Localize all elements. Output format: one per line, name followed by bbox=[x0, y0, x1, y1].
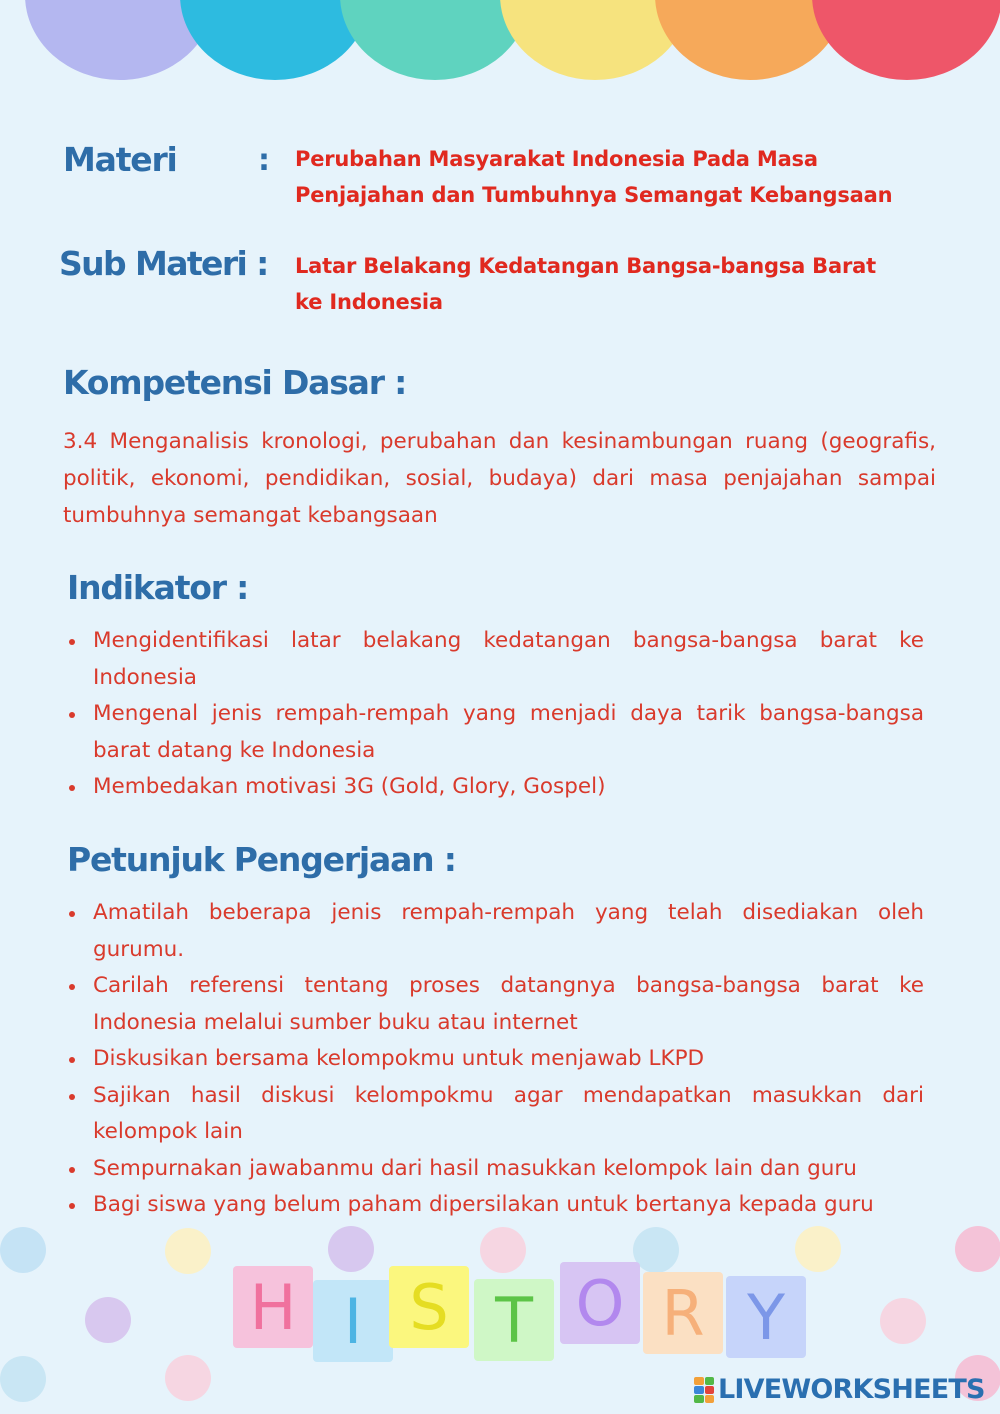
decor-dot bbox=[328, 1226, 374, 1272]
materi-colon: : bbox=[258, 143, 270, 178]
history-letter-tile: T bbox=[474, 1279, 554, 1361]
materi-title bbox=[295, 141, 892, 213]
decor-circle-red bbox=[812, 0, 1000, 80]
decor-dot bbox=[165, 1355, 211, 1401]
list-item: Amatilah beberapa jenis rempah-rempah yang telah disediakan oleh gurumu. bbox=[65, 895, 924, 968]
liveworksheets-logo[interactable] bbox=[694, 1374, 985, 1405]
history-letter-tile: I bbox=[313, 1280, 393, 1362]
sub-materi-title bbox=[295, 248, 876, 320]
list-item: Mengenal jenis rempah-rempah yang menjadi daya tarik bangsa-bangsa barat datang ke Indonesia bbox=[65, 696, 924, 769]
decor-dot bbox=[165, 1228, 211, 1274]
list-item: Bagi siswa yang belum paham dipersilakan untuk bertanya kepada guru bbox=[65, 1187, 924, 1224]
history-letter-tile: R bbox=[643, 1272, 723, 1354]
list-item: Sempurnakan jawabanmu dari hasil masukkan kelompok lain dan guru bbox=[65, 1151, 924, 1188]
decor-dot bbox=[0, 1227, 46, 1273]
history-letter-tile: O bbox=[560, 1262, 640, 1344]
kompetensi-text: 3.4 Menganalisis kronologi, perubahan dan kesinambungan ruang (geografis, politik, ekonomi, pendidikan, sosial, budaya) dari masa penjajahan sampai tumbuhnya semangat kebangsaan bbox=[63, 429, 936, 528]
list-item: Mengidentifikasi latar belakang kedatangan bangsa-bangsa barat ke Indonesia bbox=[65, 623, 924, 696]
kompetensi-heading: Kompetensi Dasar : bbox=[63, 363, 407, 402]
decor-dot bbox=[880, 1298, 926, 1344]
petunjuk-list bbox=[65, 895, 924, 1224]
sub-materi-title-line-2: ke Indonesia bbox=[295, 290, 443, 314]
list-item: Carilah referensi tentang proses datangnya bangsa-bangsa barat ke Indonesia melalui sumber buku atau internet bbox=[65, 968, 924, 1041]
list-item: Membedakan motivasi 3G (Gold, Glory, Gospel) bbox=[65, 769, 924, 806]
list-item: Sajikan hasil diskusi kelompokmu agar mendapatkan masukkan dari kelompok lain bbox=[65, 1078, 924, 1151]
materi-title-line-1: Perubahan Masyarakat Indonesia Pada Masa bbox=[295, 147, 818, 171]
decor-dot bbox=[795, 1226, 841, 1272]
history-letter-tile: Y bbox=[726, 1276, 806, 1358]
materi-label: Materi bbox=[63, 140, 177, 179]
list-item: Diskusikan bersama kelompokmu untuk menjawab LKPD bbox=[65, 1041, 924, 1078]
indikator-list bbox=[65, 623, 924, 806]
petunjuk-heading: Petunjuk Pengerjaan : bbox=[67, 840, 456, 879]
decor-dot bbox=[480, 1227, 526, 1273]
history-letter-tile: H bbox=[233, 1266, 313, 1348]
decor-dot bbox=[85, 1297, 131, 1343]
decor-dot bbox=[955, 1226, 1000, 1272]
liveworksheets-badge-icon bbox=[694, 1377, 714, 1403]
materi-title-line-2: Penjajahan dan Tumbuhnya Semangat Kebangsaan bbox=[295, 183, 893, 207]
decor-dot bbox=[0, 1356, 46, 1402]
sub-materi-title-line-1: Latar Belakang Kedatangan Bangsa-bangsa Barat bbox=[295, 254, 876, 278]
history-letter-tile: S bbox=[389, 1266, 469, 1348]
sub-materi-label: Sub Materi : bbox=[59, 244, 268, 283]
liveworksheets-brand: LIVEWORKSHEETS bbox=[718, 1374, 985, 1405]
indikator-heading: Indikator : bbox=[67, 568, 249, 607]
